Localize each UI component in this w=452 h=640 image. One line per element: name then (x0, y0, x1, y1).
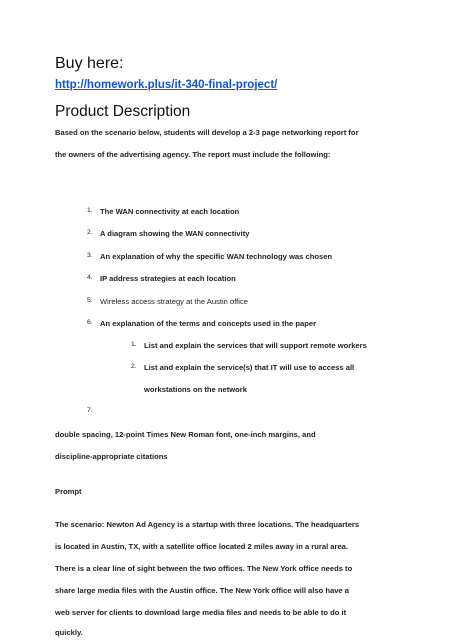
prompt-line: There is a clear line of sight between the two offices. The New York office needs to (55, 564, 353, 573)
list-item-number: 1. (87, 207, 93, 214)
list-item-number: 6. (87, 319, 93, 326)
intro-line-2: the owners of the advertising agency. The report must include the following: (55, 150, 331, 159)
product-description-heading: Product Description (55, 103, 191, 120)
list-item-number: 2. (131, 363, 137, 370)
list-item-number: 1. (131, 341, 137, 348)
list-item-text: Wireless access strategy at the Austin office (100, 297, 249, 306)
prompt-line: The scenario: Newton Ad Agency is a startup with three locations. The headquarters (55, 520, 360, 529)
list-item-number: 2. (87, 229, 93, 236)
list-item-text: The WAN connectivity at each location (100, 207, 240, 216)
prompt-line: is located in Austin, TX, with a satellite office located 2 miles away in a rural area. (55, 542, 349, 551)
prompt-line: share large media files with the Austin office. The New York office will also have a (55, 586, 349, 595)
list-item-number: 5. (87, 297, 93, 304)
list-item-text: An explanation of the terms and concepts used in the paper (100, 319, 317, 328)
formatting-line-1: double spacing, 12-point Times New Roman font, one-inch margins, and (55, 430, 316, 439)
list-item-text: List and explain the services that will support remote workers (144, 341, 367, 350)
list-item-number: 4. (87, 274, 93, 281)
prompt-line: quickly. (55, 628, 83, 637)
list-item-number: 7. (87, 407, 93, 414)
list-item-text: workstations on the network (144, 385, 247, 394)
product-link[interactable]: http://homework.plus/it-340-final-project/ (55, 79, 278, 91)
prompt-heading: Prompt (55, 487, 82, 496)
list-item-text: List and explain the service(s) that IT will use to access all (144, 363, 355, 372)
list-item-text: A diagram showing the WAN connectivity (100, 229, 250, 238)
prompt-line: web server for clients to download large media files and needs to be able to do it (55, 608, 347, 617)
list-item-number: 3. (87, 252, 93, 259)
buy-here-heading: Buy here: (55, 55, 124, 72)
list-item-text: IP address strategies at each location (100, 274, 236, 283)
intro-line-1: Based on the scenario below, students will develop a 2-3 page networking report for (55, 128, 359, 137)
formatting-line-2: discipline-appropriate citations (55, 452, 168, 461)
list-item-text: An explanation of why the specific WAN technology was chosen (100, 252, 333, 261)
